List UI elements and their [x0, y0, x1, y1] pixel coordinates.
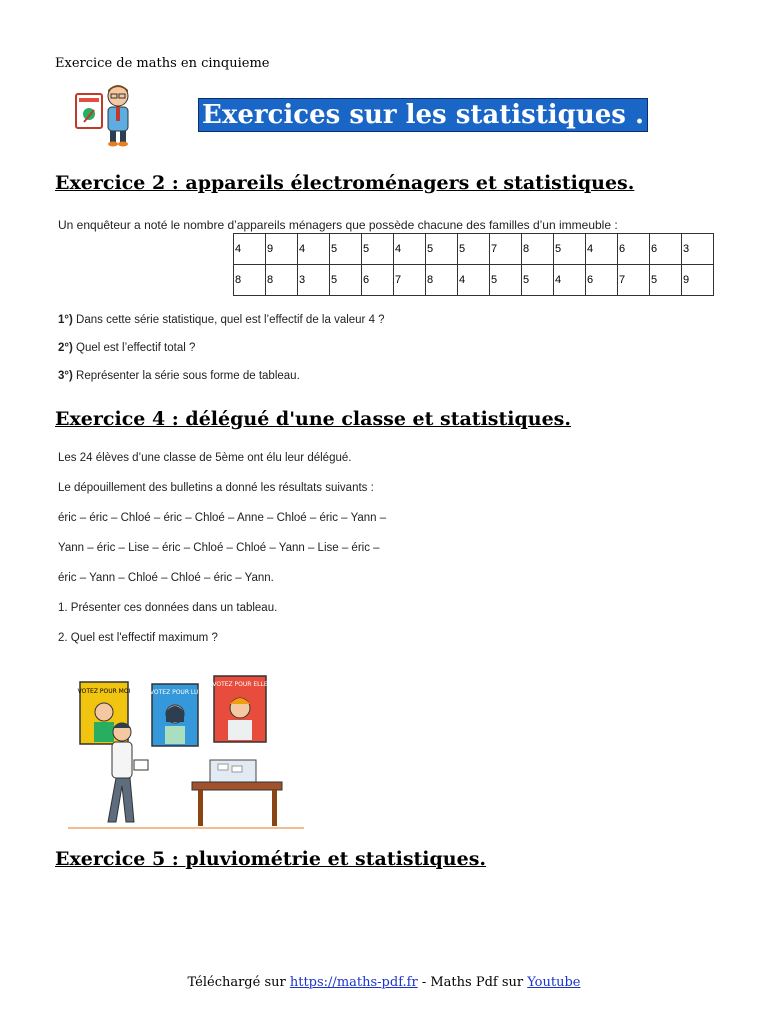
table-cell: 8: [522, 234, 554, 265]
question-number: 1°): [58, 314, 73, 326]
exercise-4-line: Le dépouillement des bulletins a donné les résultats suivants :: [58, 482, 374, 494]
exercise-4-line: éric – éric – Chloé – éric – Chloé – Anne – Chloé – éric – Yann –: [58, 512, 387, 524]
table-cell: 3: [298, 265, 330, 296]
table-cell: 8: [266, 265, 298, 296]
exercise-4-line: éric – Yann – Chloé – Chloé – éric – Yann.: [58, 572, 274, 584]
table-row: [234, 265, 714, 296]
table-cell: 8: [426, 265, 458, 296]
exercise-4-line: Les 24 élèves d’une classe de 5ème ont élu leur délégué.: [58, 452, 352, 464]
poster-2-text: VOTEZ POUR LUI: [149, 689, 201, 696]
question-text: Quel est l’effectif total ?: [76, 342, 196, 354]
question-text: Dans cette série statistique, quel est l’effectif de la valeur 4 ?: [76, 314, 385, 326]
table-cell: 8: [234, 265, 266, 296]
exercise-2-heading: Exercice 2 : appareils électroménagers et statistiques.: [55, 172, 635, 194]
maths-pdf-link[interactable]: https://maths-pdf.fr: [289, 975, 418, 990]
exercise-4-question: 1. Présenter ces données dans un tableau.: [58, 602, 278, 614]
table-cell: 5: [458, 234, 490, 265]
table-cell: 4: [394, 234, 426, 265]
table-cell: 7: [490, 234, 522, 265]
question-text: Représenter la série sous forme de tableau.: [76, 370, 300, 382]
footer-middle: - Maths Pdf sur: [417, 975, 528, 990]
table-cell: 4: [586, 234, 618, 265]
exercise-4-question: 2. Quel est l'effectif maximum ?: [58, 632, 218, 644]
exercise-4-line: Yann – éric – Lise – éric – Chloé – Chloé – Yann – Lise – éric –: [58, 542, 380, 554]
youtube-link[interactable]: Youtube: [527, 975, 581, 990]
table-cell: 4: [554, 265, 586, 296]
exercise-5-heading: Exercice 5 : pluviométrie et statistiques.: [55, 848, 487, 870]
table-cell: 4: [298, 234, 330, 265]
document-subtitle: Exercice de maths en cinquieme: [55, 56, 270, 71]
page-title: Exercices sur les statistiques .: [198, 98, 648, 132]
table-cell: 5: [426, 234, 458, 265]
table-cell: 7: [618, 265, 650, 296]
table-cell: 5: [522, 265, 554, 296]
question-number: 3°): [58, 370, 73, 382]
table-cell: 5: [554, 234, 586, 265]
table-cell: 6: [618, 234, 650, 265]
table-cell: 7: [394, 265, 426, 296]
table-cell: 5: [330, 234, 362, 265]
footer: [0, 975, 768, 990]
poster-1-text: VOTEZ POUR MOI: [77, 688, 131, 695]
table-cell: 4: [234, 234, 266, 265]
data-table: [233, 233, 714, 296]
exercise-4-heading: Exercice 4 : délégué d'une classe et statistiques.: [55, 408, 571, 430]
table-cell: 9: [682, 265, 714, 296]
table-cell: 6: [586, 265, 618, 296]
table-cell: 4: [458, 265, 490, 296]
teacher-logo-icon: [72, 82, 138, 148]
table-cell: 5: [362, 234, 394, 265]
poster-3-text: VOTEZ POUR ELLE: [212, 681, 268, 688]
table-cell: 3: [682, 234, 714, 265]
table-cell: 5: [650, 265, 682, 296]
table-cell: 6: [650, 234, 682, 265]
question-number: 2°): [58, 342, 73, 354]
footer-prefix: Téléchargé sur: [187, 975, 290, 990]
table-row: [234, 234, 714, 265]
question-2: [58, 342, 195, 354]
table-cell: 5: [330, 265, 362, 296]
table-cell: 9: [266, 234, 298, 265]
question-3: [58, 370, 300, 382]
question-1: [58, 314, 385, 326]
table-cell: 5: [490, 265, 522, 296]
election-illustration: [68, 672, 304, 832]
exercise-2-intro: Un enquêteur a noté le nombre d’appareils ménagers que possède chacune des familles d’un immeuble :: [58, 218, 618, 232]
table-cell: 6: [362, 265, 394, 296]
